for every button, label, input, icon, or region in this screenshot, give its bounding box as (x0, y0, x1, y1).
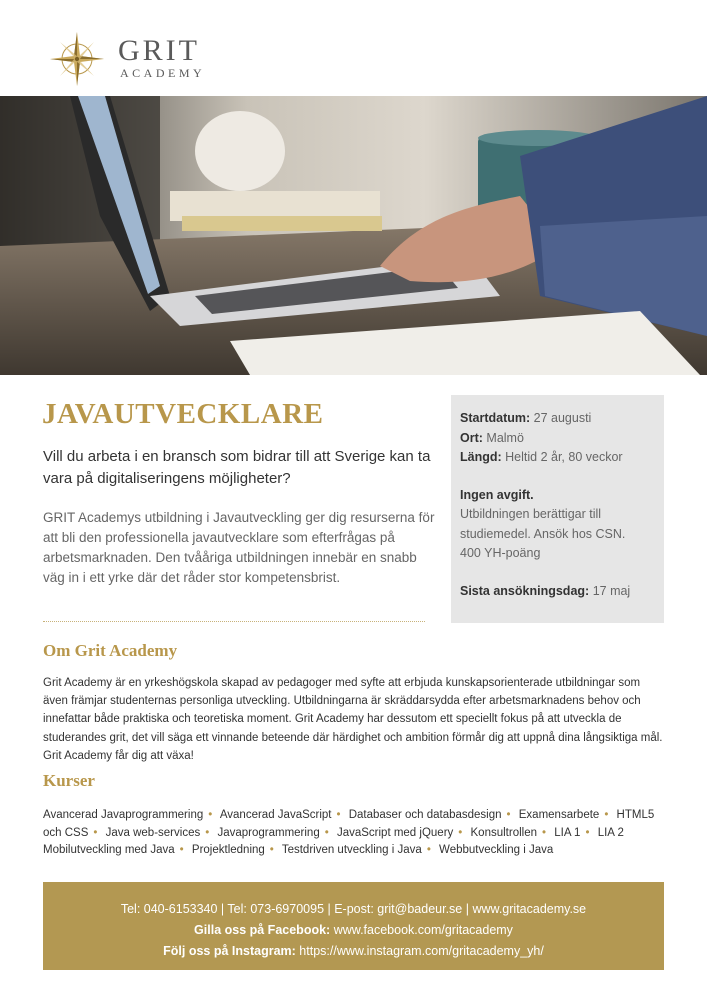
facebook-label: Gilla oss på Facebook: (194, 923, 331, 937)
courses-list: Avancerad Javaprogrammering • Avancerad JavaScript • Databaser och databasdesign • Examensarbete • HTML5 och CSS • Java web-services • Javaprogrammering • JavaScript med jQuery • Konsultrollen • LIA 1 • LIA 2 Mobilutveckling med Java • Projektledning • Testdriven utveckling i Java • Webbutveckling i Java (43, 809, 655, 856)
deadline-row (460, 582, 655, 602)
courses-title: Kurser (43, 771, 95, 790)
instagram-link[interactable]: https://www.instagram.com/gritacademy_yh/ (299, 944, 544, 958)
laptop-photo-icon (0, 96, 707, 375)
course-item: JavaScript med jQuery (336, 826, 454, 839)
intro-text: GRIT Academys utbildning i Javautveckling ger dig resurserna för att bli den professionella javautvecklare som efterfrågas på arbetsmarknaden. Den tvååriga utbildningen innebär en snabb väg in i ett yrke där det råder stor kompetensbrist. (43, 510, 435, 585)
location-label: Ort: (460, 430, 483, 445)
about-text: Grit Academy är en yrkeshögskola skapad av pedagoger med syfte att erbjuda kunskapsorienterade utbildningar som även främjar studenternas personliga utveckling. Utbildningarna är skräddarsydda efter arbetsmarknadens behov och innefattar både praktiska och teoretiska moment. Grit Academy har dessutom ett speciellt fokus på att utveckla de studerandes grit, det vill säga ett vinnande beteende där härdighet och ambition förmår dig att uppnå dina långsiktiga mål. Grit Academy får dig att växa! (43, 677, 663, 762)
fee-text: Utbildningen berättigar till studiemedel. Ansök hos CSN. (460, 507, 626, 541)
facebook-line[interactable] (43, 920, 664, 941)
course-item: Mobilutveckling med Java (43, 844, 175, 856)
divider (43, 621, 425, 622)
logo[interactable] (48, 30, 208, 86)
course-item: Webbutveckling i Java (439, 844, 554, 856)
course-item: Avancerad JavaScript (219, 809, 332, 821)
logo-title: GRIT (118, 34, 200, 67)
course-item: Databaser och databasdesign (348, 809, 502, 821)
deadline-value: 17 maj (592, 583, 631, 598)
start-date-row (460, 409, 655, 429)
course-item: Avancerad Javaprogrammering (43, 809, 204, 821)
logo-subtitle: ACADEMY (120, 66, 206, 80)
course-item: Projektledning (191, 844, 265, 856)
length-value: Heltid 2 år, 80 veckor (505, 450, 623, 464)
course-item: Java web-services (105, 826, 201, 839)
course-item: LIA 2 (597, 826, 624, 839)
hero-image (0, 96, 707, 375)
fee-label: Ingen avgift. (460, 487, 534, 502)
course-item: HTML5 och CSS (43, 809, 655, 839)
location-row (460, 429, 655, 449)
course-item: Examensarbete (518, 809, 600, 821)
contact-footer (43, 882, 664, 970)
course-item: LIA 1 (554, 826, 581, 839)
length-row (460, 448, 655, 468)
facts-box (451, 395, 664, 623)
start-date-label: Startdatum: (460, 411, 531, 425)
instagram-label: Följ oss på Instagram: (163, 944, 296, 958)
course-item: Konsultrollen (470, 826, 537, 839)
start-date-value: 27 augusti (533, 411, 592, 425)
facebook-link[interactable]: www.facebook.com/gritacademy (333, 923, 513, 937)
course-item: Testdriven utveckling i Java (281, 844, 422, 856)
compass-star-icon (48, 30, 106, 88)
header (0, 0, 707, 96)
course-item: Javaprogrammering (217, 826, 320, 839)
lead-text: Vill du arbeta i en bransch som bidrar till att Sverige kan ta vara på digitaliseringens möjligheter? (43, 448, 431, 487)
page-title: JAVAUTVECKLARE (42, 398, 324, 430)
instagram-line[interactable] (43, 941, 664, 962)
points-text: 400 YH-poäng (460, 546, 541, 560)
length-label: Längd: (460, 450, 502, 464)
deadline-label: Sista ansökningsdag: (460, 583, 590, 598)
about-title: Om Grit Academy (43, 641, 178, 660)
contact-line[interactable]: Tel: 040-6153340 | Tel: 073-6970095 | E-post: grit@badeur.se | www.gritacademy.se (120, 902, 587, 916)
fee-row (460, 486, 655, 506)
location-value: Malmö (486, 430, 524, 445)
